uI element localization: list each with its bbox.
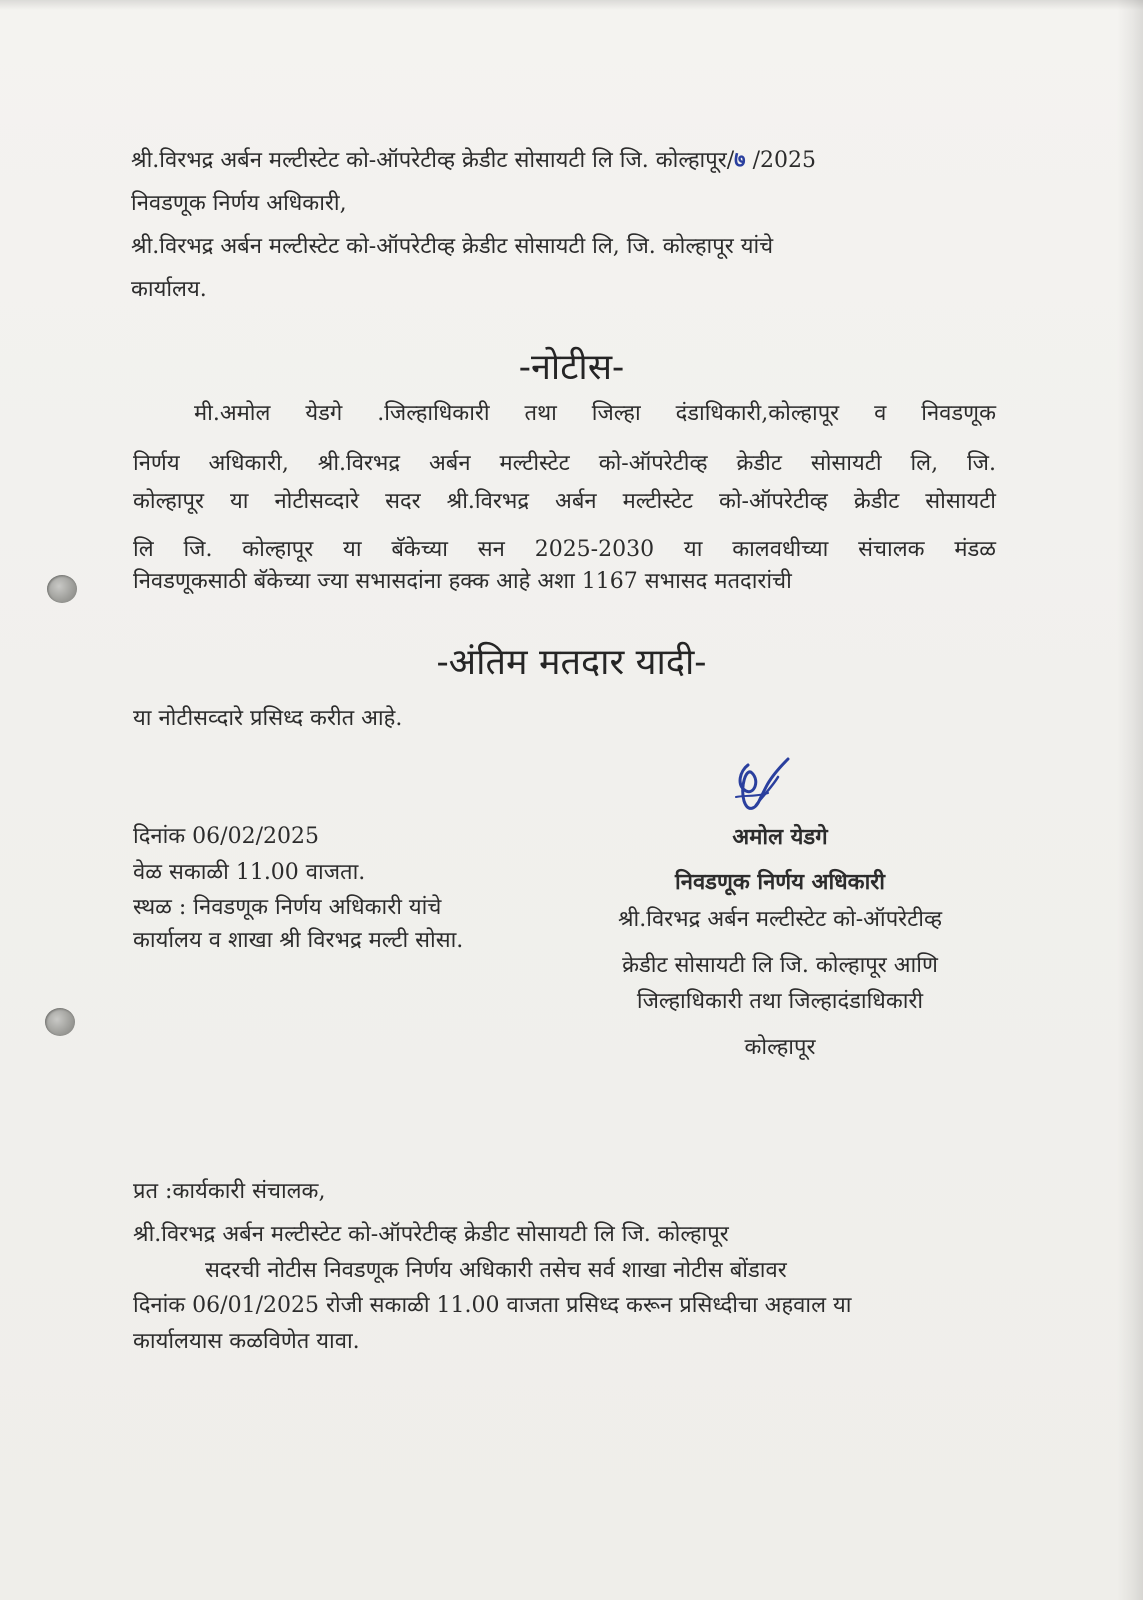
- punch-hole-upper: [47, 575, 77, 603]
- list-title: -अंतिम मतदार यादी-: [436, 642, 707, 683]
- punch-hole-lower: [45, 1008, 75, 1036]
- header-office-line: श्री.विरभद्र अर्बन मल्टीस्टेट को-ऑपरेटीव्ह क्रेडीट सोसायटी लि, जि. कोल्हापूर यांचे: [131, 234, 774, 259]
- body-line-2: निर्णय अधिकारी, श्री.विरभद्र अर्बन मल्टीस्टेट को-ऑपरेटीव्ह क्रेडीट सोसायटी लि, जि.: [133, 451, 996, 476]
- copy-to-line-1: प्रत :कार्यकारी संचालक,: [133, 1179, 326, 1204]
- header-officer-title: निवडणूक निर्णय अधिकारी,: [131, 191, 347, 216]
- notice-place-line-2: कार्यालय व शाखा श्री विरभद्र मल्टी सोसा.: [133, 928, 464, 953]
- page-edge-shadow: [1117, 0, 1143, 1600]
- copy-to-line-4: दिनांक 06/01/2025 रोजी सकाळी 11.00 वाजता प्रसिध्द करून प्रसिध्दीचा अहवाल या: [133, 1293, 852, 1318]
- signatory-org-line-1: श्री.विरभद्र अर्बन मल्टीस्टेट को-ऑपरेटीव्ह: [617, 907, 943, 932]
- signature-mark: [726, 757, 796, 825]
- publish-line: या नोटीसव्दारे प्रसिध्द करीत आहे.: [133, 706, 403, 731]
- notice-place-line-1: स्थळ : निवडणूक निर्णय अधिकारी यांचे: [133, 895, 442, 920]
- signatory-org-line-3: जिल्हाधिकारी तथा जिल्हादंडाधिकारी: [636, 989, 924, 1014]
- signatory-org-line-4: कोल्हापूर: [744, 1035, 816, 1060]
- notice-time: वेळ सकाळी 11.00 वाजता.: [133, 860, 366, 885]
- header-reference-line: [131, 146, 816, 176]
- notice-date: दिनांक 06/02/2025: [133, 824, 319, 849]
- notice-title: -नोटीस-: [518, 347, 625, 388]
- signatory-name: अमोल येडगे: [732, 824, 828, 850]
- header-reference-year: /2025: [745, 148, 816, 173]
- header-office-line-end: कार्यालय.: [131, 277, 207, 302]
- body-line-1: मी.अमोल येडगे .जिल्हाधिकारी तथा जिल्हा दंडाधिकारी,कोल्हापूर व निवडणूक: [194, 401, 996, 426]
- body-line-5: निवडणूकसाठी बॅकेच्या ज्या सभासदांना हक्क आहे अशा 1167 सभासद मतदारांची: [133, 569, 792, 594]
- copy-to-line-5: कार्यालयास कळविणेत यावा.: [133, 1329, 360, 1354]
- signatory-org-line-2: क्रेडीट सोसायटी लि जि. कोल्हापूर आणि: [622, 953, 938, 978]
- handwritten-number: ७: [734, 148, 746, 173]
- body-line-3: कोल्हापूर या नोटीसव्दारे सदर श्री.विरभद्र अर्बन मल्टीस्टेट को-ऑपरेटीव्ह क्रेडीट सोसायटी: [133, 489, 996, 514]
- signatory-designation: निवडणूक निर्णय अधिकारी: [675, 869, 885, 895]
- copy-to-line-3: सदरची नोटीस निवडणूक निर्णय अधिकारी तसेच सर्व शाखा नोटीस बोंडावर: [205, 1258, 787, 1283]
- page-top-shadow: [0, 0, 1143, 10]
- body-line-4: लि जि. कोल्हापूर या बॅकेच्या सन 2025-2030 या कालवधीच्या संचालक मंडळ: [133, 537, 996, 562]
- header-reference-text: श्री.विरभद्र अर्बन मल्टीस्टेट को-ऑपरेटीव्ह क्रेडीट सोसायटी लि जि. कोल्हापूर/: [131, 148, 735, 173]
- copy-to-line-2: श्री.विरभद्र अर्बन मल्टीस्टेट को-ऑपरेटीव्ह क्रेडीट सोसायटी लि जि. कोल्हापूर: [133, 1222, 729, 1247]
